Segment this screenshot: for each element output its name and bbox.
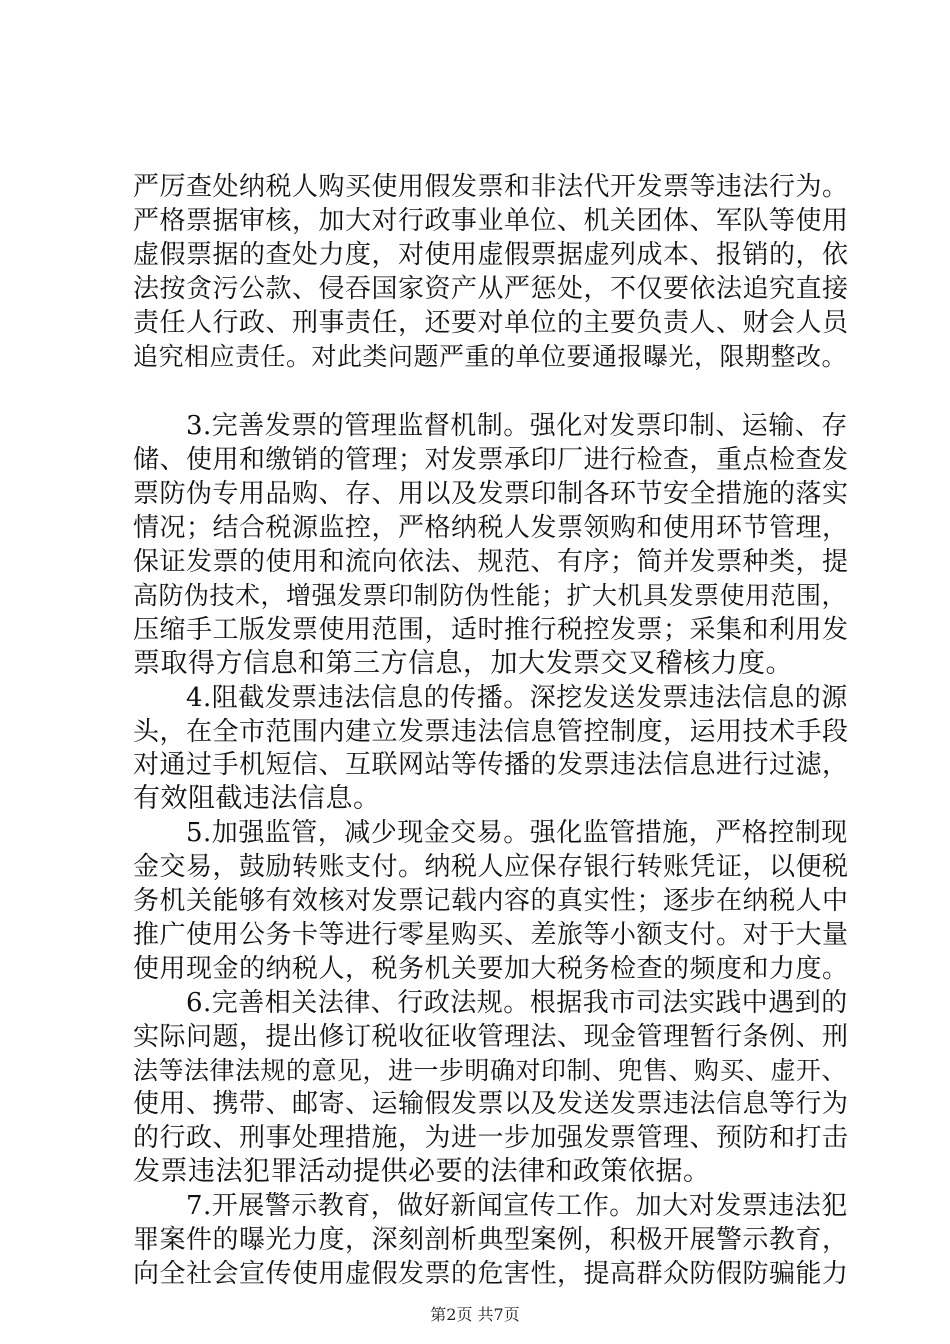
text-line: 责任人行政、刑事责任，还要对单位的主要负责人、财会人员 <box>133 307 849 338</box>
text-line: 严厉查处纳税人购买使用假发票和非法代开发票等违法行为。 <box>133 172 849 202</box>
text-line: 使用、携带、邮寄、运输假发票以及发送发票违法信息等行为 <box>133 1089 849 1120</box>
text-line: 严格票据审核，加大对行政事业单位、机关团体、军队等使用 <box>133 205 849 236</box>
text-line: 实际问题，提出修订税收征收管理法、现金管理暂行条例、刑 <box>133 1021 849 1052</box>
text-line: 情况；结合税源监控，严格纳税人发票领购和使用环节管理， <box>133 513 849 544</box>
text-line: 追究相应责任。对此类问题严重的单位要通报曝光，限期整改。 <box>133 341 848 371</box>
text-line: 压缩手工版发票使用范围，适时推行税控发票；采集和利用发 <box>133 614 849 645</box>
text-line: 有效阻截违法信息。 <box>133 783 381 815</box>
text-line: 务机关能够有效核对发票记载内容的真实性；逐步在纳税人中 <box>133 886 849 916</box>
text-line: 头，在全市范围内建立发票违法信息管控制度，运用技术手段 <box>133 716 849 747</box>
text-line: 金交易，鼓励转账支付。纳税人应保存银行转账凭证，以便税 <box>133 852 849 883</box>
text-line: 的行政、刑事处理措施，为进一步加强发票管理、预防和打击 <box>133 1123 849 1154</box>
text-line: 发票违法犯罪活动提供必要的法律和政策依据。 <box>133 1156 711 1188</box>
text-line: 票取得方信息和第三方信息，加大发票交叉稽核力度。 <box>133 647 793 679</box>
text-line: 使用现金的纳税人，税务机关要加大税务检查的频度和力度。 <box>133 953 849 984</box>
text-line: 6.完善相关法律、行政法规。根据我市司法实践中遇到的 <box>133 987 848 1018</box>
text-line: 高防伪技术，增强发票印制防伪性能；扩大机具发票使用范围， <box>133 580 848 610</box>
text-line: 5.加强监管，减少现金交易。强化监管措施，严格控制现 <box>133 818 848 849</box>
text-line: 虚假票据的查处力度，对使用虚假票据虚列成本、报销的，依 <box>133 239 849 270</box>
text-line: 罪案件的曝光力度，深刻剖析典型案例，积极开展警示教育， <box>133 1225 849 1255</box>
text-line: 推广使用公务卡等进行零星购买、差旅等小额支付。对于大量 <box>133 919 849 950</box>
text-line: 3.完善发票的管理监督机制。强化对发票印制、运输、存 <box>133 411 848 442</box>
text-line: 向全社会宣传使用虚假发票的危害性，提高群众防假防骗能力 <box>133 1258 849 1289</box>
text-line: 7.开展警示教育，做好新闻宣传工作。加大对发票违法犯 <box>133 1191 848 1222</box>
text-line: 4.阻截发票违法信息的传播。深挖发送发票违法信息的源 <box>133 682 848 713</box>
text-line: 对通过手机短信、互联网站等传播的发票违法信息进行过滤， <box>133 750 849 781</box>
text-line: 法按贪污公款、侵吞国家资产从严惩处，不仅要依法追究直接 <box>133 273 849 304</box>
text-line: 票防伪专用品购、存、用以及发票印制各环节安全措施的落实 <box>133 479 849 510</box>
page-number-footer: 第2页 共7页 <box>430 1305 520 1324</box>
text-line: 保证发票的使用和流向依法、规范、有序；简并发票种类，提 <box>133 547 849 577</box>
text-line: 法等法律法规的意见，进一步明确对印制、兜售、购买、虚开、 <box>133 1055 848 1085</box>
text-line: 储、使用和缴销的管理；对发票承印厂进行检查，重点检查发 <box>133 445 849 476</box>
